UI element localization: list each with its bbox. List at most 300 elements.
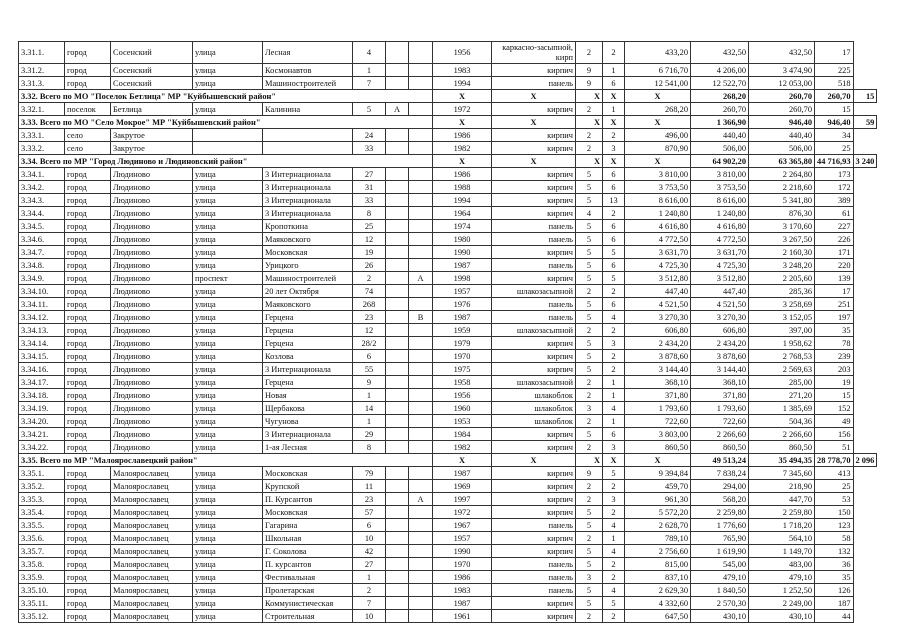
table-cell: X <box>492 454 576 467</box>
table-row <box>19 207 877 220</box>
table-cell: панель <box>492 298 576 311</box>
table-cell: 1956 <box>433 42 492 64</box>
table-cell: 3.34.22. <box>19 441 65 454</box>
table-cell: 3.31.2. <box>19 64 65 77</box>
table-cell: 31 <box>353 181 386 194</box>
table-cell: 1990 <box>433 246 492 259</box>
table-cell: 8 <box>353 441 386 454</box>
table-cell: кирпич <box>492 428 576 441</box>
table-cell: 5 <box>576 233 603 246</box>
table-cell: 2 264,80 <box>749 168 815 181</box>
table-cell: Людиново <box>111 311 193 324</box>
table-cell <box>386 519 409 532</box>
table-cell: город <box>65 64 111 77</box>
table-cell: Пролетарская <box>263 584 353 597</box>
table-cell <box>386 194 409 207</box>
table-row <box>19 376 877 389</box>
table-cell: 6 <box>603 181 625 194</box>
table-cell: город <box>65 337 111 350</box>
table-cell: 4 521,50 <box>625 298 691 311</box>
table-cell: Малоярославец <box>111 532 193 545</box>
table-cell: Космонавтов <box>263 64 353 77</box>
table-cell: 2 <box>576 129 603 142</box>
subtotal-label: 3.32. Всего по МО "Поселок Бетлица" МР "Куйбышевский район" <box>19 90 433 103</box>
table-cell: 860,50 <box>749 441 815 454</box>
table-cell: 447,70 <box>749 493 815 506</box>
table-cell: 1980 <box>433 233 492 246</box>
table-row <box>19 428 877 441</box>
table-cell: улица <box>193 415 263 428</box>
table-cell: 285,36 <box>749 285 815 298</box>
table-cell: 24 <box>353 129 386 142</box>
table-cell: кирпич <box>492 441 576 454</box>
table-cell: Герцена <box>263 376 353 389</box>
table-cell: 433,20 <box>625 42 691 64</box>
table-cell: 3 144,40 <box>691 363 749 376</box>
table-cell: 3 Интернационала <box>263 207 353 220</box>
table-cell: Сосенский <box>111 77 193 90</box>
table-cell: 7 345,60 <box>749 467 815 480</box>
table-cell: город <box>65 246 111 259</box>
table-cell: 506,00 <box>691 142 749 155</box>
table-cell: 946,40 <box>815 116 854 129</box>
table-cell: Московская <box>263 506 353 519</box>
table-cell: 171 <box>815 246 854 259</box>
table-cell: 1 <box>603 376 625 389</box>
table-cell: 27 <box>353 558 386 571</box>
table-row <box>19 415 877 428</box>
table-cell: X <box>433 155 492 168</box>
table-cell: город <box>65 584 111 597</box>
table-cell: 126 <box>815 584 854 597</box>
table-cell: город <box>65 597 111 610</box>
table-cell: 6 <box>353 350 386 363</box>
table-cell: 225 <box>815 64 854 77</box>
table-cell: 3 240 <box>853 155 877 168</box>
table-cell: 496,00 <box>625 129 691 142</box>
table-cell: 13 <box>603 194 625 207</box>
table-cell: 389 <box>815 194 854 207</box>
table-cell: Малоярославец <box>111 571 193 584</box>
subtotal-row <box>19 155 877 168</box>
table-cell: 5 <box>576 246 603 259</box>
table-cell: 1961 <box>433 610 492 623</box>
table-cell: 285,00 <box>749 376 815 389</box>
table-cell: 5 <box>603 272 625 285</box>
table-cell: шлакоблок <box>492 415 576 428</box>
table-cell: город <box>65 558 111 571</box>
table-cell: 27 <box>353 168 386 181</box>
table-cell: 1 958,62 <box>749 337 815 350</box>
table-cell: 25 <box>815 142 854 155</box>
table-cell: 2 569,63 <box>749 363 815 376</box>
table-cell: 3 144,40 <box>625 363 691 376</box>
table-cell: X <box>576 90 603 103</box>
table-cell: 78 <box>815 337 854 350</box>
table-cell: 3.34.16. <box>19 363 65 376</box>
table-cell: улица <box>193 389 263 402</box>
table-cell <box>409 584 433 597</box>
table-row <box>19 519 877 532</box>
table-cell: 765,90 <box>691 532 749 545</box>
table-cell: город <box>65 545 111 558</box>
table-cell: 1987 <box>433 597 492 610</box>
table-cell: 2 <box>603 610 625 623</box>
table-cell: 870,90 <box>625 142 691 155</box>
table-cell: 3 <box>576 402 603 415</box>
table-cell: 1 366,90 <box>691 116 749 129</box>
table-cell <box>386 415 409 428</box>
table-cell: 5 341,80 <box>749 194 815 207</box>
table-cell: 479,10 <box>749 571 815 584</box>
table-cell: город <box>65 571 111 584</box>
table-cell: 25 <box>815 480 854 493</box>
table-cell: 3 267,50 <box>749 233 815 246</box>
table-cell: кирпич <box>492 597 576 610</box>
table-cell: 3.35.4. <box>19 506 65 519</box>
table-cell: улица <box>193 428 263 441</box>
table-cell: 2 434,20 <box>691 337 749 350</box>
table-cell: 152 <box>815 402 854 415</box>
table-cell: 12 522,70 <box>691 77 749 90</box>
table-row <box>19 532 877 545</box>
table-cell: 1957 <box>433 532 492 545</box>
table-cell: 368,10 <box>625 376 691 389</box>
table-cell: 3 152,05 <box>749 311 815 324</box>
table-cell: Герцена <box>263 324 353 337</box>
table-cell: 2 259,80 <box>749 506 815 519</box>
table-cell: 1976 <box>433 298 492 311</box>
table-cell: 5 <box>576 363 603 376</box>
table-cell: 3.34.20. <box>19 415 65 428</box>
table-cell: 5 <box>576 259 603 272</box>
table-cell: улица <box>193 259 263 272</box>
table-cell: 1972 <box>433 103 492 116</box>
table-cell: 2 <box>576 42 603 64</box>
table-cell: 2 628,70 <box>625 519 691 532</box>
table-cell <box>409 363 433 376</box>
table-cell <box>386 584 409 597</box>
table-cell: 1960 <box>433 402 492 415</box>
table-cell: 4 332,60 <box>625 597 691 610</box>
table-cell <box>386 285 409 298</box>
table-cell: Машиностроителей <box>263 272 353 285</box>
table-cell <box>386 376 409 389</box>
table-cell: 5 <box>576 311 603 324</box>
table-cell: панель <box>492 77 576 90</box>
table-cell <box>409 480 433 493</box>
table-cell: Фестивальная <box>263 571 353 584</box>
table-cell: кирпич <box>492 194 576 207</box>
table-cell: 3.35.9. <box>19 571 65 584</box>
table-row <box>19 272 877 285</box>
table-cell: 606,80 <box>691 324 749 337</box>
table-cell: 227 <box>815 220 854 233</box>
table-cell: город <box>65 233 111 246</box>
table-cell: 3.35.12. <box>19 610 65 623</box>
table-cell: 14 <box>353 402 386 415</box>
table-cell: 5 <box>576 194 603 207</box>
table-cell <box>386 77 409 90</box>
table-cell: 3.35.2. <box>19 480 65 493</box>
table-cell: 3.34.10. <box>19 285 65 298</box>
table-cell: 239 <box>815 350 854 363</box>
table-row <box>19 493 877 506</box>
table-cell: улица <box>193 285 263 298</box>
table-cell: 6 <box>603 168 625 181</box>
table-cell: улица <box>193 324 263 337</box>
table-cell: 1987 <box>433 467 492 480</box>
table-cell: 9 <box>576 467 603 480</box>
table-cell: 4 725,30 <box>691 259 749 272</box>
table-cell: А <box>409 493 433 506</box>
table-cell: П. курсантов <box>263 558 353 571</box>
table-cell: 260,70 <box>691 103 749 116</box>
table-cell: 2 <box>576 285 603 298</box>
table-cell: В <box>409 311 433 324</box>
table-row <box>19 337 877 350</box>
table-cell <box>409 285 433 298</box>
table-cell: 4 772,50 <box>625 233 691 246</box>
table-row <box>19 233 877 246</box>
table-cell: город <box>65 532 111 545</box>
table-cell: 3 Интернационала <box>263 181 353 194</box>
table-cell <box>386 597 409 610</box>
table-cell: 74 <box>353 285 386 298</box>
table-cell <box>409 571 433 584</box>
table-cell: 1 <box>603 532 625 545</box>
table-cell: 2 <box>576 415 603 428</box>
table-cell: Людиново <box>111 285 193 298</box>
table-cell: 3 753,50 <box>691 181 749 194</box>
table-cell <box>409 207 433 220</box>
table-cell: Людиново <box>111 337 193 350</box>
table-cell <box>386 363 409 376</box>
table-cell: панель <box>492 519 576 532</box>
table-cell: 3 <box>603 493 625 506</box>
table-cell: 5 <box>576 350 603 363</box>
table-cell: 3.34.14. <box>19 337 65 350</box>
table-cell: 3 753,50 <box>625 181 691 194</box>
table-cell: 1987 <box>433 311 492 324</box>
table-cell: город <box>65 168 111 181</box>
table-cell: кирпич <box>492 103 576 116</box>
table-cell: Малоярославец <box>111 545 193 558</box>
table-cell: Малоярославец <box>111 493 193 506</box>
table-cell: 504,36 <box>749 415 815 428</box>
table-cell: 1-ая Лесная <box>263 441 353 454</box>
table-cell: 1 <box>603 389 625 402</box>
table-cell: 3.31.1. <box>19 42 65 64</box>
table-cell: 42 <box>353 545 386 558</box>
table-cell: улица <box>193 597 263 610</box>
table-cell <box>386 324 409 337</box>
table-cell: 49 <box>815 415 854 428</box>
table-row <box>19 142 877 155</box>
table-row <box>19 285 877 298</box>
table-cell: 447,40 <box>625 285 691 298</box>
table-cell: 440,40 <box>749 129 815 142</box>
table-cell: 5 <box>576 272 603 285</box>
table-row <box>19 298 877 311</box>
table-cell: город <box>65 77 111 90</box>
table-cell: 3.34.12. <box>19 311 65 324</box>
table-cell: Бетлица <box>111 103 193 116</box>
table-cell: город <box>65 610 111 623</box>
table-cell: 3.34.18. <box>19 389 65 402</box>
table-cell: шлакоблок <box>492 389 576 402</box>
table-cell: 2 <box>603 350 625 363</box>
table-cell: 197 <box>815 311 854 324</box>
table-cell <box>386 428 409 441</box>
table-row <box>19 545 877 558</box>
table-cell: 2 <box>576 376 603 389</box>
table-cell: 218,90 <box>749 480 815 493</box>
table-cell: 1997 <box>433 493 492 506</box>
table-cell: 2 570,30 <box>691 597 749 610</box>
table-cell: улица <box>193 441 263 454</box>
table-cell: 860,50 <box>691 441 749 454</box>
table-row <box>19 506 877 519</box>
table-row <box>19 610 877 623</box>
table-cell: 226 <box>815 233 854 246</box>
table-cell: 4 616,80 <box>625 220 691 233</box>
table-cell: кирпич <box>492 610 576 623</box>
table-cell: 251 <box>815 298 854 311</box>
table-cell: Щербакова <box>263 402 353 415</box>
table-cell: 156 <box>815 428 854 441</box>
table-cell: 5 <box>576 597 603 610</box>
table-cell: 2 <box>603 285 625 298</box>
table-cell: 79 <box>353 467 386 480</box>
table-cell: 413 <box>815 467 854 480</box>
table-cell: 8 616,00 <box>691 194 749 207</box>
table-cell: шлакоблок <box>492 402 576 415</box>
table-cell: Коммунистическая <box>263 597 353 610</box>
table-cell: X <box>433 116 492 129</box>
table-cell <box>386 480 409 493</box>
table-cell: Людиново <box>111 376 193 389</box>
table-cell: 5 <box>576 584 603 597</box>
table-cell <box>386 142 409 155</box>
table-cell <box>409 467 433 480</box>
table-cell: 4 <box>603 545 625 558</box>
table-cell <box>386 246 409 259</box>
table-cell: 271,20 <box>749 389 815 402</box>
table-cell: Новая <box>263 389 353 402</box>
table-cell: город <box>65 285 111 298</box>
table-cell: улица <box>193 233 263 246</box>
table-cell: 2 <box>576 324 603 337</box>
table-cell: 1986 <box>433 129 492 142</box>
table-cell <box>386 493 409 506</box>
table-cell: 1 <box>353 415 386 428</box>
table-cell: улица <box>193 311 263 324</box>
table-cell <box>386 168 409 181</box>
table-cell: Людиново <box>111 324 193 337</box>
table-cell: кирпич <box>492 64 576 77</box>
subtotal-label: 3.33. Всего по МО "Село Мокрое" МР "Куйбышевский район" <box>19 116 433 129</box>
table-cell: кирпич <box>492 181 576 194</box>
table-cell: 3 Интернационала <box>263 194 353 207</box>
table-cell: 2 096 <box>853 454 877 467</box>
table-cell: X <box>625 155 691 168</box>
table-cell: 1 252,50 <box>749 584 815 597</box>
table-cell: 2 205,60 <box>749 272 815 285</box>
table-cell: 49 513,24 <box>691 454 749 467</box>
table-cell <box>386 558 409 571</box>
table-cell: П. Курсантов <box>263 493 353 506</box>
table-cell: 1957 <box>433 285 492 298</box>
table-cell: 1990 <box>433 545 492 558</box>
table-cell: 3 878,60 <box>691 350 749 363</box>
table-cell <box>409 64 433 77</box>
table-cell: 12 541,00 <box>625 77 691 90</box>
table-cell: 3.35.1. <box>19 467 65 480</box>
subtotal-row <box>19 90 877 103</box>
table-cell: 2 <box>576 441 603 454</box>
table-cell <box>409 376 433 389</box>
table-cell <box>409 77 433 90</box>
table-cell: Людиново <box>111 207 193 220</box>
table-cell: 1 149,70 <box>749 545 815 558</box>
table-cell: 150 <box>815 506 854 519</box>
table-cell: 3.34.11. <box>19 298 65 311</box>
table-cell <box>386 571 409 584</box>
table-cell: улица <box>193 181 263 194</box>
table-cell: 173 <box>815 168 854 181</box>
table-cell: 3.35.7. <box>19 545 65 558</box>
table-row <box>19 311 877 324</box>
table-cell: 294,00 <box>691 480 749 493</box>
table-cell: 1 <box>353 64 386 77</box>
table-cell: Чугунова <box>263 415 353 428</box>
table-cell: 187 <box>815 597 854 610</box>
table-cell: 860,50 <box>625 441 691 454</box>
table-cell: улица <box>193 337 263 350</box>
table-cell: 5 <box>576 337 603 350</box>
table-cell: 203 <box>815 363 854 376</box>
table-cell: 12 053,00 <box>749 77 815 90</box>
table-cell: X <box>625 116 691 129</box>
table-cell: 1979 <box>433 337 492 350</box>
table-cell: Малоярославец <box>111 597 193 610</box>
table-cell: Людиново <box>111 389 193 402</box>
table-cell: 3.34.7. <box>19 246 65 259</box>
table-cell: шлакозасыпной <box>492 285 576 298</box>
table-cell <box>409 506 433 519</box>
table-cell: город <box>65 376 111 389</box>
table-cell: 3.32.1. <box>19 103 65 116</box>
table-cell: 606,80 <box>625 324 691 337</box>
table-row <box>19 64 877 77</box>
table-cell: улица <box>193 363 263 376</box>
table-cell <box>386 129 409 142</box>
table-cell: 459,70 <box>625 480 691 493</box>
table-cell: улица <box>193 558 263 571</box>
table-cell: 2 768,53 <box>749 350 815 363</box>
table-cell: 4 <box>353 42 386 64</box>
table-cell: 3.34.3. <box>19 194 65 207</box>
table-cell: панель <box>492 311 576 324</box>
table-cell: 2 <box>603 42 625 64</box>
table-cell: 33 <box>353 142 386 155</box>
table-row <box>19 103 877 116</box>
table-cell: 5 <box>576 558 603 571</box>
table-cell <box>386 389 409 402</box>
table-cell: кирпич <box>492 168 576 181</box>
table-cell: 268,20 <box>625 103 691 116</box>
